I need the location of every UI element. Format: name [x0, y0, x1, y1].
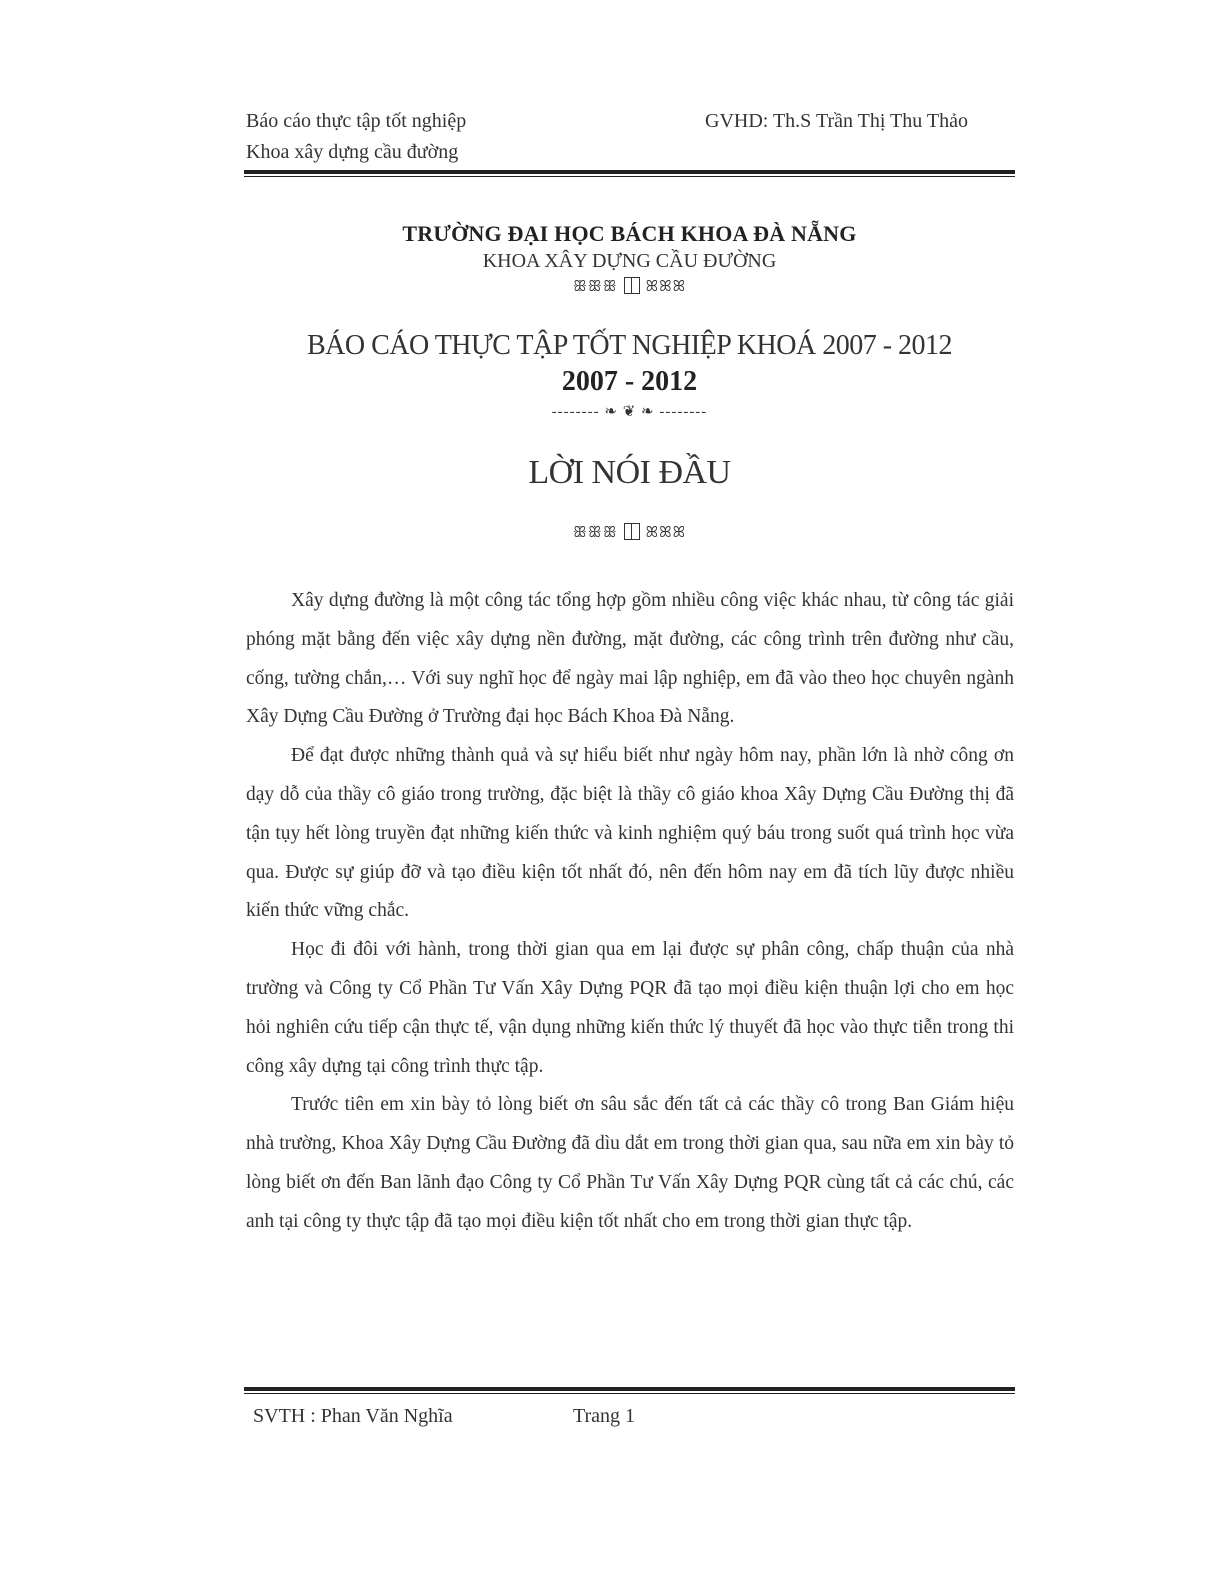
- footer-page-number: Trang 1: [573, 1405, 636, 1427]
- header-supervisor: GVHD: Th.S Trần Thị Thu Thảo: [705, 110, 968, 132]
- report-years: 2007 - 2012: [561, 366, 698, 397]
- preface-body: [246, 582, 1014, 1242]
- ornament-right: ꕤꕤꕤ: [645, 525, 687, 541]
- header-rule: [244, 170, 1015, 177]
- book-icon: [624, 277, 640, 294]
- header-faculty: Khoa xây dựng cầu đường: [246, 141, 459, 163]
- paragraph-4: Trước tiên em xin bày tỏ lòng biết ơn sâu sắc đến tất cả các thầy cô trong Ban Giám hiệu nhà trường, Khoa Xây Dựng Cầu Đường đã dìu dắt em trong thời gian qua, sau nữa em xin bày tỏ lòng biết ơn đến Ban lãnh đạo Công ty Cổ Phần Tư Vấn Xây Dựng PQR cùng tất cả các chú, các anh tại công ty thực tập đã tạo mọi điều kiện tốt nhất cho em trong thời gian thực tập.: [246, 1094, 1014, 1232]
- report-title: BÁO CÁO THỰC TẬP TỐT NGHIỆP KHOÁ 2007 - 2012: [306, 330, 953, 361]
- ornament-divider: [244, 277, 1015, 296]
- ornament-left: ꕥꕥꕥ: [572, 279, 618, 295]
- ornament-left: ꕥꕥꕥ: [572, 525, 618, 541]
- preface-heading: LỜI NÓI ĐẦU: [528, 454, 731, 491]
- header-report-type: Báo cáo thực tập tốt nghiệp: [246, 110, 467, 132]
- flourish-separator: -------- ❧ ❦ ❧ --------: [551, 404, 708, 420]
- faculty-name: KHOA XÂY DỰNG CẦU ĐƯỜNG: [482, 250, 777, 272]
- paragraph-1: Xây dựng đường là một công tác tổng hợp gồm nhiều công việc khác nhau, từ công tác giải phóng mặt bằng đến việc xây dựng nền đường, mặt đường, các công trình trên đường như cầu, cống, tường chắn,… Với suy nghĩ học để ngày mai lập nghiệp, em đã vào theo học chuyên ngành Xây Dựng Cầu Đường ở Trường đại học Bách Khoa Đà Nẵng.: [246, 590, 1014, 728]
- paragraph-2: Để đạt được những thành quả và sự hiểu biết như ngày hôm nay, phần lớn là nhờ công ơn dạy dỗ của thầy cô giáo trong trường, đặc biệt là thầy cô giáo khoa Xây Dựng Cầu Đường thị đã tận tụy hết lòng truyền đạt những kiến thức và kinh nghiệm quý báu trong suốt quá trình học vừa qua. Được sự giúp đỡ và tạo điều kiện tốt nhất đó, nên đến hôm nay em đã tích lũy được nhiều kiến thức vững chắc.: [246, 745, 1014, 922]
- footer-student: SVTH : Phan Văn Nghĩa: [253, 1405, 453, 1427]
- paragraph-3: Học đi đôi với hành, trong thời gian qua em lại được sự phân công, chấp thuận của nhà trường và Công ty Cổ Phần Tư Vấn Xây Dựng PQR đã tạo mọi điều kiện thuận lợi cho em học hỏi nghiên cứu tiếp cận thực tế, vận dụng những kiến thức lý thuyết đã học vào thực tiễn trong thi công xây dựng tại công trình thực tập.: [246, 939, 1014, 1077]
- school-name: TRƯỜNG ĐẠI HỌC BÁCH KHOA ĐÀ NẴNG: [402, 221, 857, 246]
- ornament-right: ꕤꕤꕤ: [645, 279, 687, 295]
- book-icon: [624, 523, 640, 540]
- footer-rule: [244, 1387, 1015, 1394]
- ornament-divider-2: [244, 523, 1015, 542]
